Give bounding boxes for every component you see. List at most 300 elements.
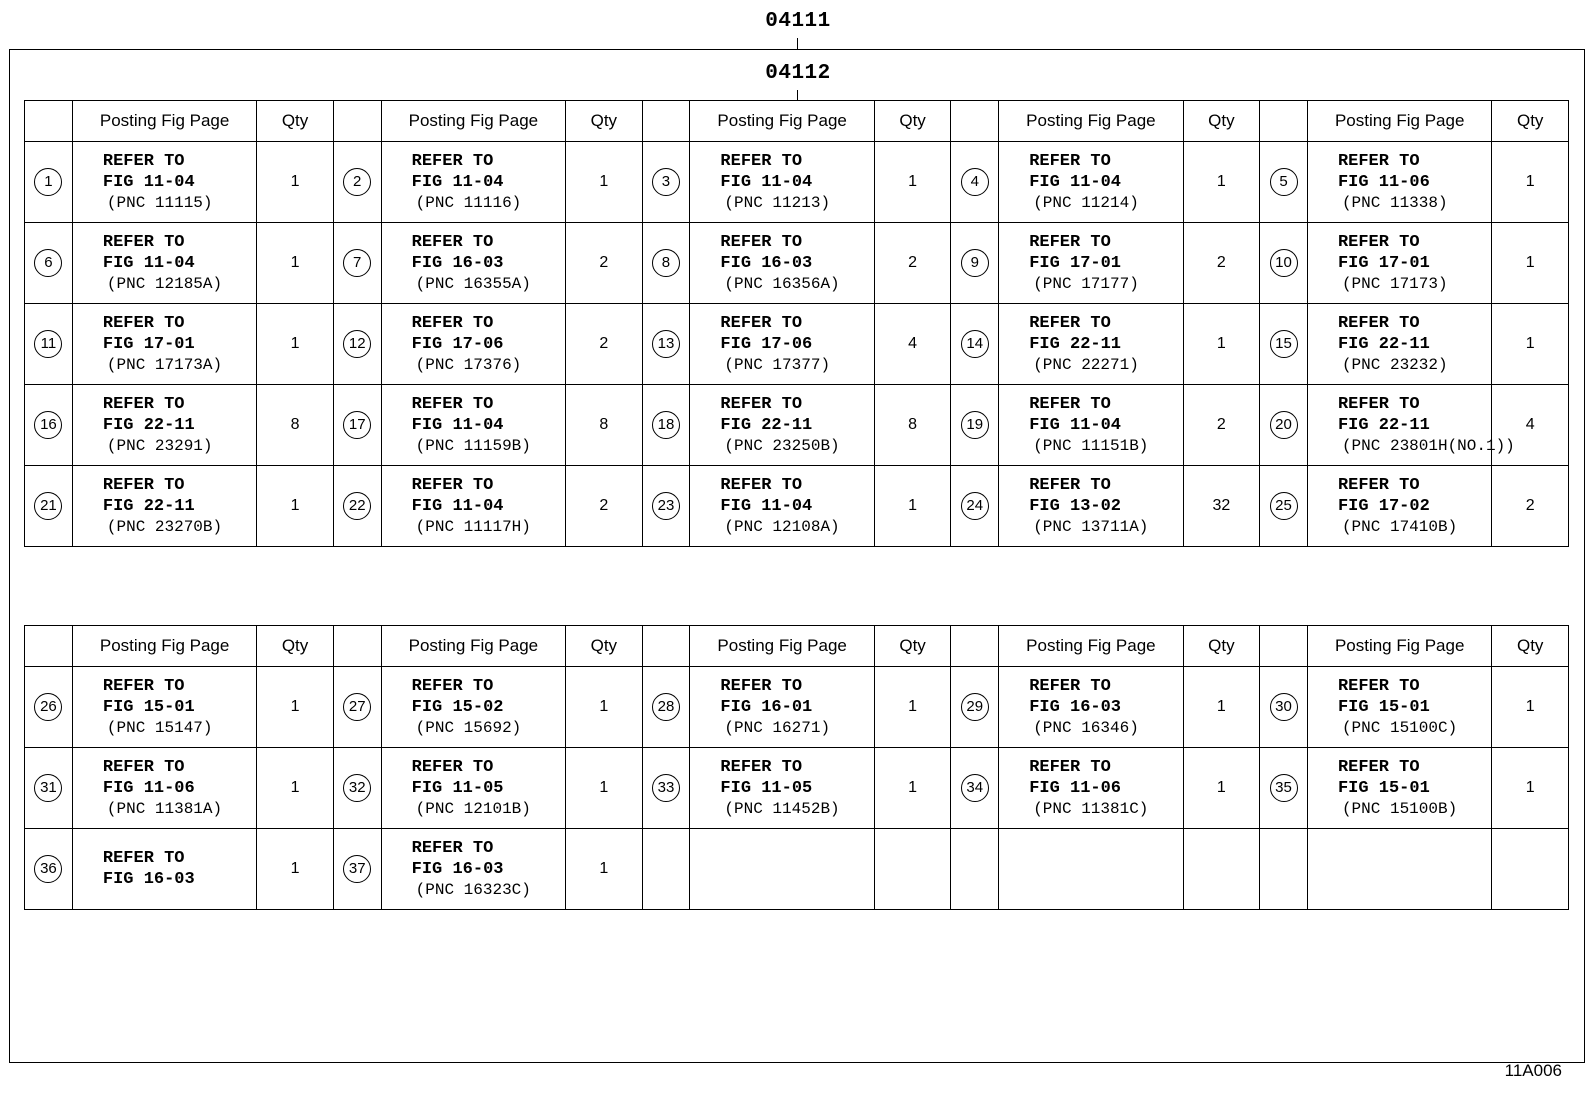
table-row xyxy=(25,223,1569,304)
empty-cell xyxy=(1307,829,1491,910)
item-number-badge: 33 xyxy=(652,774,680,802)
refer-to-text: REFER TO xyxy=(411,676,494,696)
qty-cell: 1 xyxy=(257,667,333,748)
qty-cell: 1 xyxy=(1183,748,1259,829)
header-qty: Qty xyxy=(1183,101,1259,142)
item-number-badge: 9 xyxy=(961,249,989,277)
item-number-cell xyxy=(642,223,690,304)
leader-line-sub-kit xyxy=(797,90,798,100)
item-number-badge: 34 xyxy=(961,774,989,802)
header-posting-fig-page: Posting Fig Page xyxy=(381,626,565,667)
fig-reference: FIG 15-02 xyxy=(411,697,504,717)
kit-part-number: 04111 xyxy=(765,10,831,33)
sub-kit-part-number: 04112 xyxy=(765,62,831,85)
header-posting-fig-page: Posting Fig Page xyxy=(999,626,1183,667)
posting-fig-page-cell xyxy=(72,748,256,829)
refer-to-text: REFER TO xyxy=(1337,313,1420,333)
fig-reference: FIG 16-01 xyxy=(720,697,813,717)
pnc-code: (PNC 11116) xyxy=(415,193,522,212)
qty-cell: 1 xyxy=(874,667,950,748)
item-number-badge: 4 xyxy=(961,168,989,196)
reference-text xyxy=(1308,676,1491,739)
pnc-code: (PNC 22271) xyxy=(1033,355,1139,374)
posting-fig-page-cell xyxy=(381,466,565,547)
refer-to-text: REFER TO xyxy=(411,313,494,333)
item-number-badge: 8 xyxy=(652,249,680,277)
reference-text xyxy=(999,676,1182,739)
refer-to-text: REFER TO xyxy=(1337,475,1420,495)
posting-fig-page-cell xyxy=(381,304,565,385)
item-number-badge: 11 xyxy=(34,330,62,358)
qty-cell: 1 xyxy=(566,748,642,829)
qty-cell: 1 xyxy=(1492,142,1569,223)
pnc-code: (PNC 23250B) xyxy=(724,436,840,455)
header-posting-fig-page: Posting Fig Page xyxy=(72,626,256,667)
reference-text xyxy=(73,394,256,457)
refer-to-text: REFER TO xyxy=(102,676,185,696)
posting-fig-page-cell xyxy=(1307,667,1491,748)
item-number-cell xyxy=(951,466,999,547)
refer-to-text: REFER TO xyxy=(1029,151,1111,171)
fig-reference: FIG 11-06 xyxy=(1337,172,1430,192)
item-number-cell xyxy=(333,223,381,304)
posting-fig-page-cell xyxy=(690,142,874,223)
table-header-row xyxy=(25,101,1569,142)
pnc-code: (PNC 16271) xyxy=(724,718,831,737)
reference-text xyxy=(999,394,1182,457)
refer-to-text: REFER TO xyxy=(720,394,803,414)
reference-text xyxy=(382,757,565,820)
reference-text xyxy=(73,676,256,739)
item-number-cell xyxy=(333,142,381,223)
pnc-code: (PNC 11213) xyxy=(724,193,831,212)
item-number-cell xyxy=(25,385,73,466)
header-number-cell xyxy=(25,101,73,142)
pnc-code: (PNC 11159B) xyxy=(415,436,531,455)
fig-reference: FIG 22-11 xyxy=(1337,334,1430,354)
qty-cell: 1 xyxy=(257,748,333,829)
fig-reference: FIG 22-11 xyxy=(1029,334,1122,354)
posting-fig-page-cell xyxy=(690,667,874,748)
pnc-code: (PNC 11115) xyxy=(106,193,213,212)
item-number-badge: 15 xyxy=(1270,330,1298,358)
pnc-code: (PNC 16346) xyxy=(1033,718,1139,737)
item-number-badge: 23 xyxy=(652,492,680,520)
header-number-cell xyxy=(642,626,690,667)
reference-text xyxy=(1308,475,1491,538)
pnc-code: (PNC 15692) xyxy=(415,718,522,737)
posting-fig-page-cell xyxy=(72,223,256,304)
refer-to-text: REFER TO xyxy=(411,151,494,171)
item-number-badge: 3 xyxy=(652,168,680,196)
header-qty: Qty xyxy=(257,101,333,142)
posting-fig-page-cell xyxy=(999,748,1183,829)
empty-cell xyxy=(874,829,950,910)
header-number-cell xyxy=(333,626,381,667)
qty-cell: 1 xyxy=(566,142,642,223)
fig-reference: FIG 22-11 xyxy=(1337,415,1430,435)
item-number-cell xyxy=(25,223,73,304)
item-number-cell xyxy=(1260,142,1308,223)
reference-text xyxy=(999,475,1182,538)
item-number-badge: 27 xyxy=(343,693,371,721)
item-number-cell xyxy=(642,142,690,223)
reference-text xyxy=(690,151,873,214)
empty-cell xyxy=(999,829,1183,910)
qty-cell: 1 xyxy=(874,142,950,223)
qty-cell: 1 xyxy=(874,748,950,829)
reference-text xyxy=(382,151,565,214)
pnc-code: (PNC 12108A) xyxy=(724,517,840,536)
item-number-badge: 35 xyxy=(1270,774,1298,802)
qty-cell: 2 xyxy=(566,466,642,547)
refer-to-text: REFER TO xyxy=(1029,757,1111,777)
fig-reference: FIG 17-01 xyxy=(1029,253,1122,273)
qty-cell: 1 xyxy=(566,667,642,748)
empty-cell xyxy=(1260,829,1308,910)
pnc-code: (PNC 12185A) xyxy=(106,274,223,293)
pnc-code: (PNC 23232) xyxy=(1341,355,1448,374)
reference-text xyxy=(1308,757,1491,820)
illustration-code: 11A006 xyxy=(1504,1061,1562,1080)
posting-fig-page-cell xyxy=(690,748,874,829)
qty-cell: 2 xyxy=(566,304,642,385)
posting-fig-page-cell xyxy=(690,466,874,547)
item-number-badge: 18 xyxy=(652,411,680,439)
empty-cell xyxy=(951,829,999,910)
pnc-code: (PNC 11151B) xyxy=(1033,436,1149,455)
reference-text xyxy=(690,394,873,457)
item-number-badge: 32 xyxy=(343,774,371,802)
posting-fig-page-cell xyxy=(999,385,1183,466)
reference-text xyxy=(690,676,873,739)
pnc-code: (PNC 17173) xyxy=(1341,274,1448,293)
pnc-code: (PNC 23291) xyxy=(106,436,213,455)
reference-text xyxy=(73,757,256,820)
posting-fig-page-cell xyxy=(381,748,565,829)
posting-fig-page-cell xyxy=(1307,142,1491,223)
table-row xyxy=(25,829,1569,910)
item-number-badge: 12 xyxy=(343,330,371,358)
qty-cell: 1 xyxy=(257,304,333,385)
header-qty: Qty xyxy=(1492,101,1569,142)
qty-cell: 2 xyxy=(1492,466,1569,547)
pnc-code: (PNC 17410B) xyxy=(1341,517,1458,536)
posting-fig-page-cell xyxy=(690,304,874,385)
refer-to-text: REFER TO xyxy=(102,313,185,333)
pnc-code: (PNC 11214) xyxy=(1033,193,1139,212)
fig-reference: FIG 15-01 xyxy=(1337,697,1430,717)
posting-fig-page-cell xyxy=(690,223,874,304)
header-number-cell xyxy=(951,626,999,667)
posting-fig-page-cell xyxy=(1307,748,1491,829)
fig-reference: FIG 15-01 xyxy=(1337,778,1430,798)
item-number-cell xyxy=(333,748,381,829)
fig-reference: FIG 11-04 xyxy=(411,415,504,435)
qty-cell: 1 xyxy=(566,829,642,910)
posting-fig-page-cell xyxy=(72,304,256,385)
pnc-code: (PNC 17376) xyxy=(415,355,522,374)
pnc-code: (PNC 16323C) xyxy=(415,880,531,899)
header-qty: Qty xyxy=(566,626,642,667)
posting-fig-page-cell xyxy=(72,142,256,223)
fig-reference: FIG 15-01 xyxy=(102,697,195,717)
item-number-cell xyxy=(1260,667,1308,748)
qty-cell: 4 xyxy=(874,304,950,385)
reference-text xyxy=(1308,394,1515,457)
refer-to-text: REFER TO xyxy=(102,475,185,495)
empty-cell xyxy=(642,829,690,910)
table-row xyxy=(25,667,1569,748)
header-qty: Qty xyxy=(257,626,333,667)
item-number-badge: 20 xyxy=(1270,411,1298,439)
fig-reference: FIG 16-03 xyxy=(1029,697,1122,717)
header-qty: Qty xyxy=(874,101,950,142)
parts-reference-table-1 xyxy=(24,100,1569,547)
qty-cell: 2 xyxy=(1183,385,1259,466)
posting-fig-page-cell xyxy=(1307,223,1491,304)
item-number-badge: 21 xyxy=(34,492,62,520)
table-row xyxy=(25,385,1569,466)
qty-cell: 8 xyxy=(566,385,642,466)
reference-text xyxy=(73,232,256,295)
refer-to-text: REFER TO xyxy=(720,151,803,171)
posting-fig-page-cell xyxy=(72,385,256,466)
parts-reference-table-2 xyxy=(24,625,1569,910)
table-row xyxy=(25,304,1569,385)
item-number-cell xyxy=(642,748,690,829)
reference-text xyxy=(382,475,565,538)
header-posting-fig-page: Posting Fig Page xyxy=(381,101,565,142)
pnc-code: (PNC 15100B) xyxy=(1341,799,1458,818)
reference-text xyxy=(690,475,873,538)
reference-text xyxy=(73,151,256,214)
item-number-badge: 10 xyxy=(1270,249,1298,277)
item-number-badge: 14 xyxy=(961,330,989,358)
item-number-badge: 24 xyxy=(961,492,989,520)
header-number-cell xyxy=(642,101,690,142)
reference-text xyxy=(382,313,565,376)
reference-text xyxy=(999,757,1182,820)
header-qty: Qty xyxy=(1492,626,1569,667)
item-number-badge: 31 xyxy=(34,774,62,802)
reference-text xyxy=(999,232,1182,295)
refer-to-text: REFER TO xyxy=(1337,394,1420,414)
item-number-cell xyxy=(1260,466,1308,547)
fig-reference: FIG 22-11 xyxy=(720,415,813,435)
posting-fig-page-cell xyxy=(1307,385,1515,466)
pnc-code: (PNC 16356A) xyxy=(724,274,840,293)
reference-text xyxy=(690,232,873,295)
posting-fig-page-cell xyxy=(999,142,1183,223)
refer-to-text: REFER TO xyxy=(411,475,494,495)
fig-reference: FIG 16-03 xyxy=(411,253,504,273)
pnc-code: (PNC 16355A) xyxy=(415,274,531,293)
posting-fig-page-cell xyxy=(999,667,1183,748)
item-number-cell xyxy=(25,748,73,829)
reference-text xyxy=(73,848,256,890)
item-number-cell xyxy=(25,667,73,748)
qty-cell: 1 xyxy=(1183,142,1259,223)
fig-reference: FIG 11-04 xyxy=(720,496,813,516)
qty-cell: 1 xyxy=(1492,304,1569,385)
fig-reference: FIG 11-04 xyxy=(102,253,195,273)
refer-to-text: REFER TO xyxy=(411,838,494,858)
fig-reference: FIG 17-02 xyxy=(1337,496,1430,516)
reference-text xyxy=(382,676,565,739)
qty-cell: 1 xyxy=(1492,748,1569,829)
fig-reference: FIG 17-01 xyxy=(1337,253,1430,273)
fig-reference: FIG 11-04 xyxy=(720,172,813,192)
qty-cell: 1 xyxy=(1183,667,1259,748)
item-number-badge: 29 xyxy=(961,693,989,721)
refer-to-text: REFER TO xyxy=(411,394,494,414)
reference-text xyxy=(73,313,256,376)
refer-to-text: REFER TO xyxy=(102,849,185,868)
refer-to-text: REFER TO xyxy=(720,475,803,495)
item-number-cell xyxy=(951,667,999,748)
posting-fig-page-cell xyxy=(72,466,256,547)
refer-to-text: REFER TO xyxy=(1029,394,1111,414)
item-number-cell xyxy=(25,829,73,910)
item-number-badge: 30 xyxy=(1270,693,1298,721)
item-number-badge: 1 xyxy=(34,168,62,196)
table-row xyxy=(25,142,1569,223)
qty-cell: 1 xyxy=(257,466,333,547)
qty-cell: 4 xyxy=(1492,385,1569,466)
refer-to-text: REFER TO xyxy=(1029,313,1111,333)
refer-to-text: REFER TO xyxy=(1029,475,1111,495)
posting-fig-page-cell xyxy=(1307,304,1491,385)
fig-reference: FIG 11-05 xyxy=(411,778,504,798)
header-posting-fig-page: Posting Fig Page xyxy=(999,101,1183,142)
header-number-cell xyxy=(1260,101,1308,142)
posting-fig-page-cell xyxy=(72,667,256,748)
header-qty: Qty xyxy=(1183,626,1259,667)
fig-reference: FIG 16-03 xyxy=(411,859,504,879)
header-posting-fig-page: Posting Fig Page xyxy=(1307,626,1491,667)
item-number-badge: 22 xyxy=(343,492,371,520)
refer-to-text: REFER TO xyxy=(411,232,494,252)
header-number-cell xyxy=(1260,626,1308,667)
qty-cell: 2 xyxy=(1183,223,1259,304)
empty-cell xyxy=(1183,829,1259,910)
fig-reference: FIG 17-01 xyxy=(102,334,195,354)
reference-text xyxy=(382,394,565,457)
table-row xyxy=(25,466,1569,547)
header-posting-fig-page: Posting Fig Page xyxy=(690,626,874,667)
posting-fig-page-cell xyxy=(381,223,565,304)
item-number-cell xyxy=(642,304,690,385)
fig-reference: FIG 17-06 xyxy=(720,334,813,354)
reference-text xyxy=(1308,151,1491,214)
posting-fig-page-cell xyxy=(999,304,1183,385)
pnc-code: (PNC 11381C) xyxy=(1033,799,1149,818)
qty-cell: 1 xyxy=(257,223,333,304)
posting-fig-page-cell xyxy=(381,667,565,748)
item-number-cell xyxy=(333,385,381,466)
fig-reference: FIG 22-11 xyxy=(102,415,195,435)
table-row xyxy=(25,748,1569,829)
item-number-cell xyxy=(333,304,381,385)
fig-reference: FIG 11-04 xyxy=(411,496,504,516)
header-posting-fig-page: Posting Fig Page xyxy=(72,101,256,142)
refer-to-text: REFER TO xyxy=(1337,232,1420,252)
fig-reference: FIG 13-02 xyxy=(1029,496,1122,516)
item-number-badge: 17 xyxy=(343,411,371,439)
item-number-cell xyxy=(25,142,73,223)
fig-reference: FIG 16-03 xyxy=(102,870,195,889)
reference-text xyxy=(690,757,873,820)
refer-to-text: REFER TO xyxy=(1029,676,1111,696)
fig-reference: FIG 17-06 xyxy=(411,334,504,354)
item-number-cell xyxy=(25,304,73,385)
refer-to-text: REFER TO xyxy=(1337,757,1420,777)
refer-to-text: REFER TO xyxy=(1337,676,1420,696)
reference-text xyxy=(999,151,1182,214)
item-number-cell xyxy=(333,667,381,748)
refer-to-text: REFER TO xyxy=(720,757,803,777)
fig-reference: FIG 11-04 xyxy=(102,172,195,192)
qty-cell: 1 xyxy=(257,829,333,910)
posting-fig-page-cell xyxy=(72,829,256,910)
reference-text xyxy=(1308,313,1491,376)
qty-cell: 1 xyxy=(1492,667,1569,748)
pnc-code: (PNC 12101B) xyxy=(415,799,531,818)
fig-reference: FIG 11-04 xyxy=(1029,415,1122,435)
refer-to-text: REFER TO xyxy=(720,313,803,333)
table-header-row xyxy=(25,626,1569,667)
item-number-cell xyxy=(951,385,999,466)
posting-fig-page-cell xyxy=(1307,466,1491,547)
pnc-code: (PNC 11452B) xyxy=(724,799,840,818)
item-number-cell xyxy=(951,223,999,304)
refer-to-text: REFER TO xyxy=(720,232,803,252)
item-number-badge: 2 xyxy=(343,168,371,196)
item-number-badge: 6 xyxy=(34,249,62,277)
item-number-cell xyxy=(951,748,999,829)
refer-to-text: REFER TO xyxy=(720,676,803,696)
pnc-code: (PNC 13711A) xyxy=(1033,517,1149,536)
qty-cell: 8 xyxy=(257,385,333,466)
reference-text xyxy=(1308,232,1491,295)
empty-cell xyxy=(690,829,874,910)
qty-cell: 1 xyxy=(1183,304,1259,385)
reference-text xyxy=(73,475,256,538)
fig-reference: FIG 11-06 xyxy=(102,778,195,798)
fig-reference: FIG 11-06 xyxy=(1029,778,1122,798)
item-number-badge: 5 xyxy=(1270,168,1298,196)
posting-fig-page-cell xyxy=(999,466,1183,547)
qty-cell: 1 xyxy=(257,142,333,223)
header-number-cell xyxy=(333,101,381,142)
header-number-cell xyxy=(25,626,73,667)
item-number-cell xyxy=(642,667,690,748)
fig-reference: FIG 11-05 xyxy=(720,778,813,798)
qty-cell: 1 xyxy=(874,466,950,547)
header-posting-fig-page: Posting Fig Page xyxy=(690,101,874,142)
refer-to-text: REFER TO xyxy=(102,232,185,252)
item-number-cell xyxy=(951,142,999,223)
item-number-badge: 36 xyxy=(34,855,62,883)
posting-fig-page-cell xyxy=(999,223,1183,304)
refer-to-text: REFER TO xyxy=(1337,151,1420,171)
item-number-badge: 16 xyxy=(34,411,62,439)
posting-fig-page-cell xyxy=(381,829,565,910)
pnc-code: (PNC 23801H(NO.1)) xyxy=(1341,436,1515,455)
pnc-code: (PNC 15100C) xyxy=(1341,718,1458,737)
item-number-badge: 7 xyxy=(343,249,371,277)
